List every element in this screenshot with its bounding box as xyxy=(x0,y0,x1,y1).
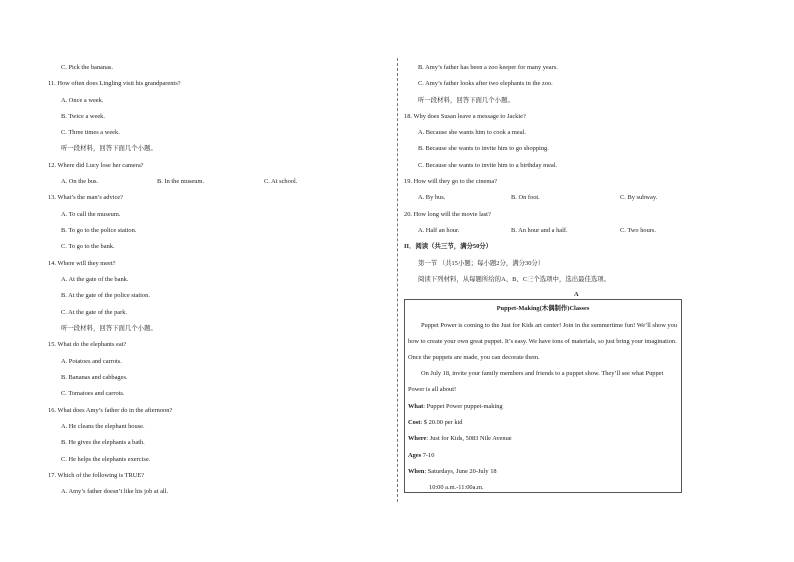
passage-title: Puppet-Making(木偶制作)Classes xyxy=(496,305,590,312)
info-what xyxy=(408,403,503,411)
q14-option-b: B. At the gate of the police station. xyxy=(61,292,150,299)
passage-paragraph-1: Puppet Power is coming to the Just for Kids art center! Join in the summertime fun! We’ll show you how to create your own great puppet. It’s easy. We have tons of materials, so just bring your imagination. Once the puppets are made, you can decorate them. xyxy=(408,322,678,361)
q16-option-a: A. He cleans the elephant house. xyxy=(61,423,145,430)
question-14: 14. Where will they meet? xyxy=(48,260,116,267)
q15-option-a: A. Potatoes and carrots. xyxy=(61,358,122,365)
info-where xyxy=(408,435,512,443)
question-16: 16. What does Amy’s father do in the afternoon? xyxy=(48,407,173,414)
q17-option-b: B. Amy’s father has been a zoo keeper for many years. xyxy=(418,64,558,71)
part-heading: 第一节 （共15小题；每小题2分，满分30分） xyxy=(418,260,545,267)
q12-option-b: B. In the museum. xyxy=(157,178,205,185)
listening-instruction: 听一段材料，回答下面几个小题。 xyxy=(61,145,157,152)
q11-option-a: A. Once a week. xyxy=(61,97,104,104)
q13-option-b: B. To go to the police station. xyxy=(61,227,137,234)
q20-option-b: B. An hour and a half. xyxy=(511,227,568,234)
q12-option-c: C. At school. xyxy=(264,178,298,185)
section-heading: II．阅读（共三节，满分50分） xyxy=(404,243,493,250)
q12-option-a: A. On the bus. xyxy=(61,178,99,185)
ages-value: 7-10 xyxy=(421,452,435,459)
info-cost xyxy=(408,419,463,427)
q18-option-a: A. Because she wants him to cook a meal. xyxy=(418,129,526,136)
q17-option-a: A. Amy’s father doesn’t like his job at all. xyxy=(61,488,169,495)
when-value: : Saturdays, June 20-July 18 xyxy=(424,468,497,475)
q11-option-b: B. Twice a week. xyxy=(61,113,105,120)
info-when xyxy=(408,468,497,476)
q15-option-c: C. Tomatoes and carrots. xyxy=(61,390,125,397)
q11-option-c: C. Three times a week. xyxy=(61,129,120,136)
reading-instruction: 阅读下列材料，从每题所给的A、B、C三个选项中，选出最佳选项。 xyxy=(418,276,611,283)
info-ages xyxy=(408,452,434,460)
q20-option-c: C. Two hours. xyxy=(620,227,657,234)
cost-label: Cost xyxy=(408,419,421,426)
question-12: 12. Where did Lucy lose her camera? xyxy=(48,162,144,169)
q17-option-c: C. Amy’s father looks after two elephants in the zoo. xyxy=(418,80,553,87)
listening-instruction: 听一段材料，回答下面几个小题。 xyxy=(418,97,514,104)
what-label: What xyxy=(408,403,424,410)
question-15: 15. What do the elephants eat? xyxy=(48,341,127,348)
passage-box xyxy=(404,299,682,493)
q19-option-a: A. By bus. xyxy=(418,194,446,201)
question-13: 13. What’s the man’s advice? xyxy=(48,194,123,201)
cost-value: : $ 20.00 per kid xyxy=(420,419,463,426)
info-time: 10:00 a.m.-11:00a.m. xyxy=(429,484,484,491)
q18-option-b: B. Because she wants to invite him to go shopping. xyxy=(418,145,549,152)
question-11: 11. How often does Lingling visit his grandparents? xyxy=(48,80,181,87)
q10-option-c: C. Pick the bananas. xyxy=(61,64,114,71)
question-20: 20. How long will the movie last? xyxy=(404,211,491,218)
q20-option-a: A. Half an hour. xyxy=(418,227,460,234)
q14-option-a: A. At the gate of the bank. xyxy=(61,276,129,283)
q19-option-c: C. By subway. xyxy=(620,194,658,201)
q14-option-c: C. At the gate of the park. xyxy=(61,309,128,316)
question-19: 19. How will they go to the cinema? xyxy=(404,178,497,185)
q15-option-b: B. Bananas and cabbages. xyxy=(61,374,128,381)
where-value: : Just for Kids, 5083 Nile Avenue xyxy=(426,435,512,442)
where-label: Where xyxy=(408,435,427,442)
q16-option-c: C. He helps the elephants exercise. xyxy=(61,456,151,463)
ages-label: Ages xyxy=(408,452,422,459)
q16-option-b: B. He gives the elephants a bath. xyxy=(61,439,145,446)
q13-option-c: C. To go to the bank. xyxy=(61,243,115,250)
column-divider xyxy=(397,58,398,502)
passage-paragraph-2: On July 18, invite your family members and friends to a puppet show. They’ll see what Puppet Power is all about! xyxy=(408,370,664,393)
q18-option-c: C. Because she wants to invite him to a birthday meal. xyxy=(418,162,558,169)
listening-instruction: 听一段材料，回答下面几个小题。 xyxy=(61,325,157,332)
q19-option-b: B. On foot. xyxy=(511,194,540,201)
q13-option-a: A. To call the museum. xyxy=(61,211,121,218)
question-17: 17. Which of the following is TRUE? xyxy=(48,472,145,479)
passage-label: A xyxy=(574,291,579,298)
question-18: 18. Why does Susan leave a message to Jackie? xyxy=(404,113,526,120)
when-label: When xyxy=(408,468,425,475)
what-value: : Puppet Power puppet-making xyxy=(423,403,503,410)
